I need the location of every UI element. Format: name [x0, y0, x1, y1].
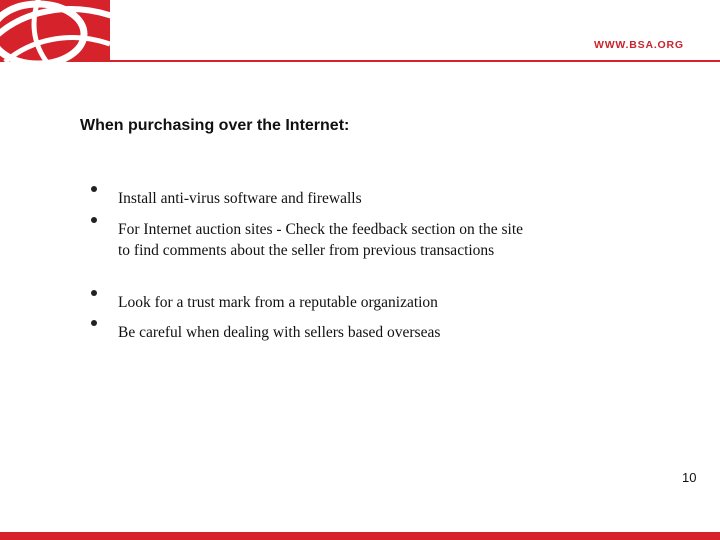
bullet-text: Install anti-virus software and firewalls	[118, 190, 362, 207]
bullet-dot-icon	[91, 217, 97, 223]
bullet-text: Look for a trust mark from a reputable organization	[118, 294, 438, 311]
slide-title: When purchasing over the Internet:	[80, 117, 350, 134]
site-url: WWW.BSA.ORG	[594, 39, 684, 51]
footer-bar	[0, 532, 720, 540]
bullet-dot-icon	[91, 186, 97, 192]
bsa-globe-logo-icon	[0, 0, 110, 62]
bullet-dot-icon	[91, 320, 97, 326]
page-number: 10	[682, 470, 697, 485]
bullet-text: For Internet auction sites - Check the feedback section on the site to find comments about the seller from previous transactions	[118, 221, 524, 259]
bullet-text: Be careful when dealing with sellers based overseas	[118, 324, 441, 341]
header-divider	[110, 60, 720, 62]
bullet-dot-icon	[91, 290, 97, 296]
